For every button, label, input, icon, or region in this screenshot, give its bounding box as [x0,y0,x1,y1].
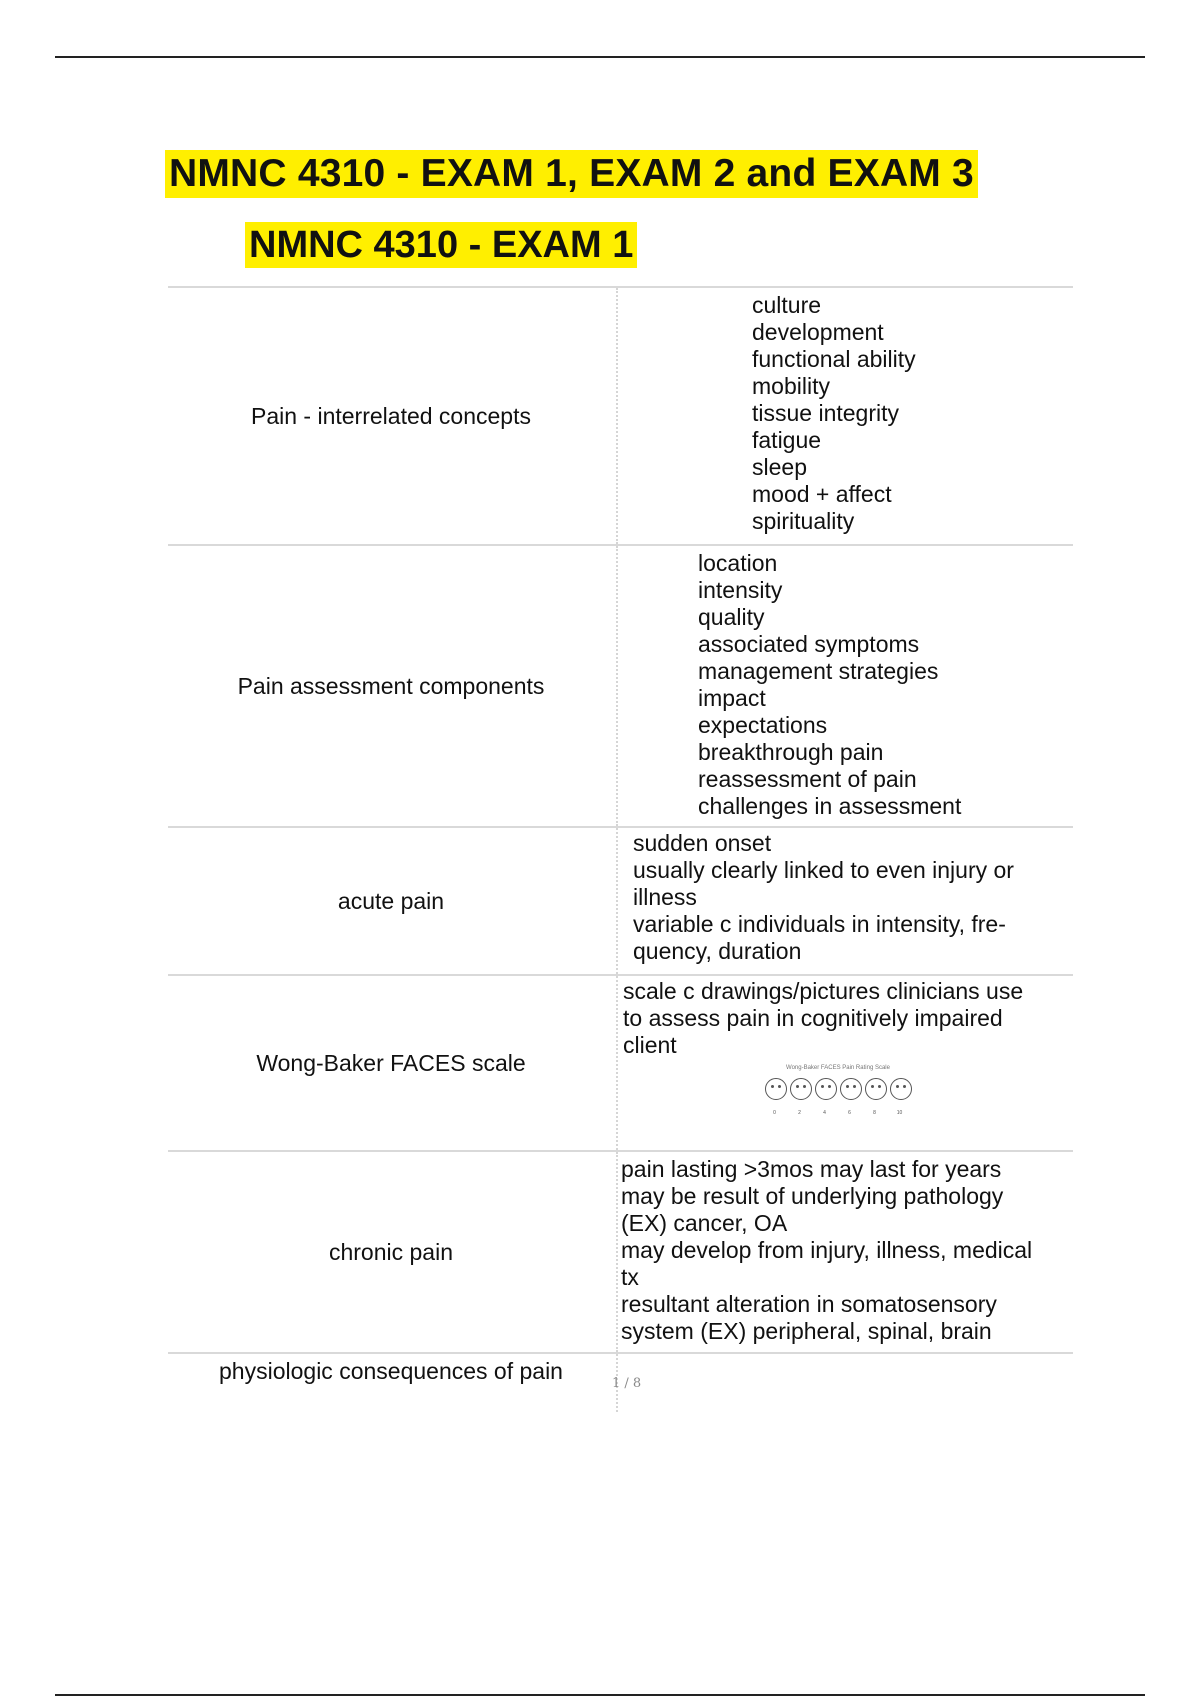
row-definition [616,1354,1073,1412]
face-label: 4 [823,1110,826,1116]
list-item: to assess pain in cognitively impaired [623,1005,1003,1031]
list-item: system (EX) peripheral, spinal, brain [621,1318,992,1344]
table-row [168,286,1073,544]
face-item [890,1078,912,1127]
list-item: mood + affect [752,481,892,507]
list-item: scale c drawings/pictures clinicians use [623,978,1024,1004]
list-item: reassessment of pain [698,766,917,792]
list-item: culture [752,292,822,318]
page-indicator: 1 / 8 [612,1376,642,1391]
list-item: client [623,1032,677,1058]
list-item: intensity [698,577,783,603]
list-item: pain lasting >3mos may last for years [621,1156,1002,1182]
list-item: may develop from injury, illness, medical [621,1237,1033,1263]
face-label: 8 [873,1110,876,1116]
face-icon [815,1078,837,1100]
list-item: resultant alteration in somatosensory [621,1291,997,1317]
faces-caption: Wong-Baker FACES Pain Rating Scale [786,1065,890,1071]
face-item [865,1078,887,1127]
list-item: sleep [752,454,807,480]
face-item [840,1078,862,1127]
flashcard-table [168,286,1073,1412]
table-row [168,544,1073,826]
row-term: physiologic consequences of pain [219,1358,563,1384]
face-item [765,1078,787,1127]
list-item: development [752,319,884,345]
list-item: expectations [698,712,828,738]
face-label: 10 [896,1110,903,1116]
list-item: management strategies [698,658,939,684]
row-definition [616,976,1073,1150]
row-term: acute pain [337,887,445,914]
row-term: Pain assessment components [237,672,545,699]
face-item [790,1078,812,1127]
list-item: breakthrough pain [698,739,884,765]
face-icon [790,1078,812,1100]
face-label: 6 [848,1110,851,1116]
list-item: quency, duration [633,938,802,964]
list-item: fatigue [752,427,822,453]
top-rule [55,56,1145,58]
wong-baker-faces-image [748,1064,928,1140]
face-icon [890,1078,912,1100]
face-icon [765,1078,787,1100]
face-label: 2 [798,1110,801,1116]
face-label: 0 [773,1110,776,1116]
section-title: NMNC 4310 - EXAM 1 [245,222,637,268]
bottom-rule [55,1694,1145,1696]
face-item [815,1078,837,1127]
document-title: NMNC 4310 - EXAM 1, EXAM 2 and EXAM 3 [165,150,978,198]
list-item: tx [621,1264,639,1290]
list-item: spirituality [752,508,855,534]
row-term: Pain - interrelated concepts [251,402,531,429]
list-item: impact [698,685,766,711]
table-row [168,1150,1073,1352]
faces-row [748,1078,928,1127]
list-item: illness [633,884,697,910]
list-item: associated symptoms [698,631,920,657]
list-item: usually clearly linked to even injury or [633,857,1014,883]
face-icon [865,1078,887,1100]
list-item: tissue integrity [752,400,900,426]
list-item: quality [698,604,765,630]
row-definition [616,1152,1073,1352]
list-item: challenges in assessment [698,793,962,819]
table-row [168,974,1073,1150]
row-term: chronic pain [328,1238,454,1265]
table-row [168,826,1073,974]
row-definition [616,828,1073,974]
list-item: variable c individuals in intensity, fre- [633,911,1006,937]
list-item: mobility [752,373,830,399]
row-term: Wong-Baker FACES scale [256,1049,526,1076]
document-page [165,130,1075,1410]
list-item: functional ability [752,346,916,372]
list-item: location [698,550,778,576]
face-icon [840,1078,862,1100]
list-item: may be result of underlying pathology [621,1183,1004,1209]
row-definition [616,288,1073,544]
list-item: (EX) cancer, OA [621,1210,788,1236]
list-item: sudden onset [633,830,772,856]
row-definition [616,546,1073,826]
